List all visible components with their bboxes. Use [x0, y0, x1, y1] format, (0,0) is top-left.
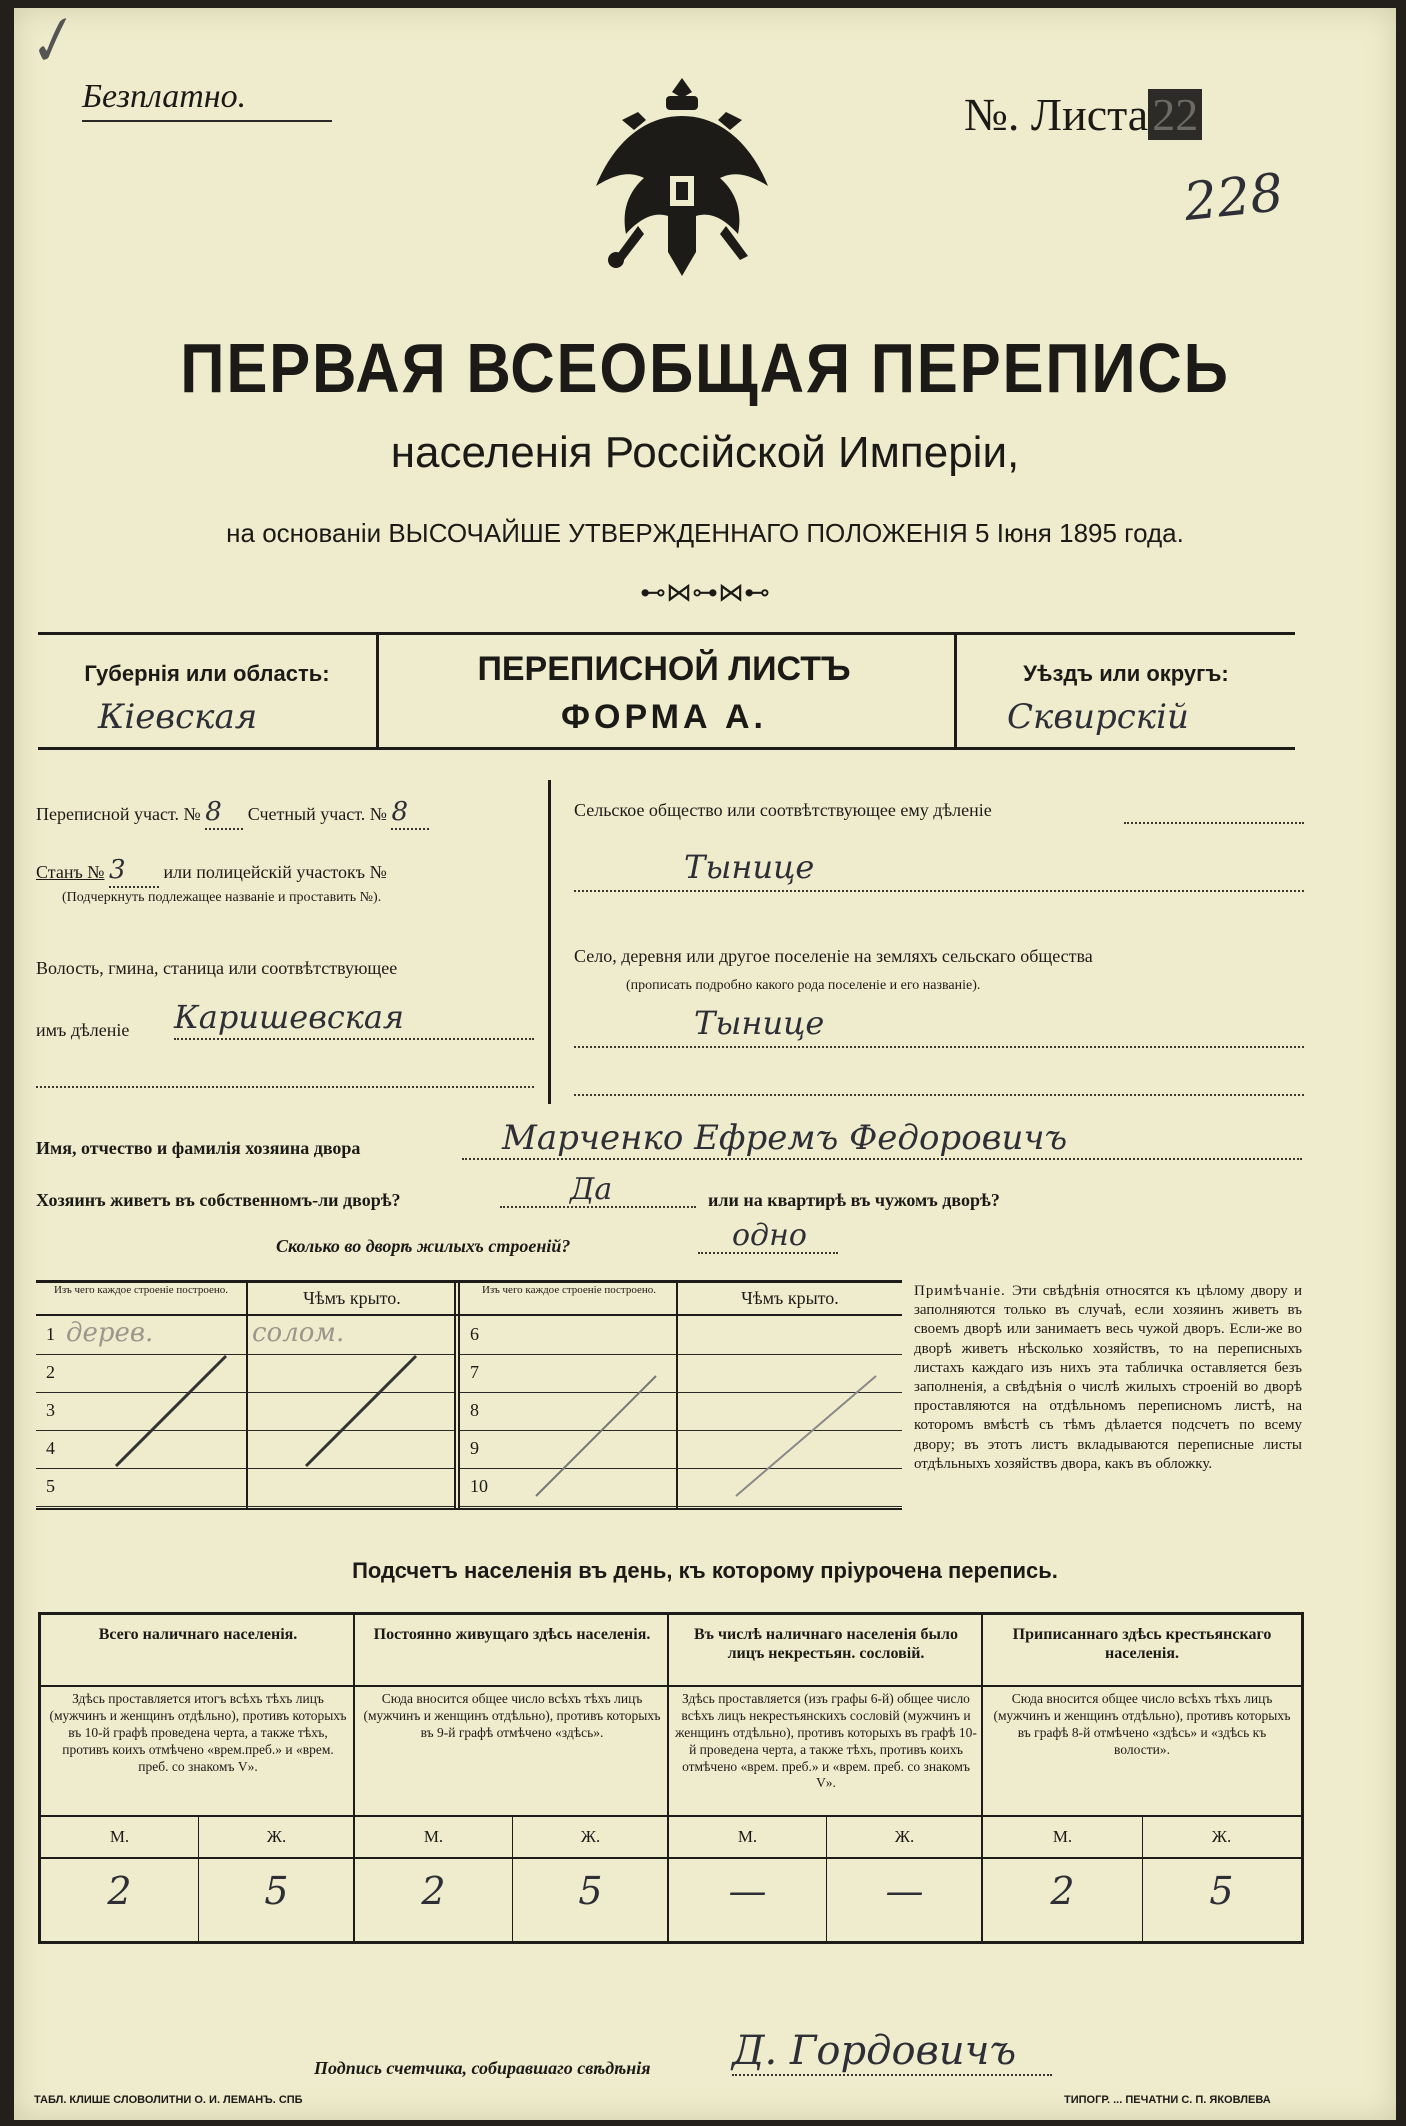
- building-row-number: 1: [46, 1324, 55, 1344]
- table-bottom-rule: [36, 1508, 902, 1510]
- male-label: М.: [737, 1827, 758, 1846]
- census-form-page: [13, 1, 1396, 2120]
- stan-note: (Подчеркнуть подлежащее названіе и проставить №).: [62, 890, 382, 905]
- title-rule: [355, 1685, 669, 1687]
- owner-name-label: Имя, отчество и фамилія хозяина двора: [36, 1138, 361, 1158]
- district-label: Уѣздъ или округъ:: [1023, 661, 1229, 686]
- population-column: [669, 1615, 983, 1941]
- volost-value: Каришевская: [174, 998, 534, 1040]
- population-col-title: Въ числѣ наличнаго населенія было лицъ некрестьян. сословій.: [693, 1626, 959, 1663]
- society-value: Тынице: [574, 848, 1304, 892]
- female-count: 5: [578, 1869, 603, 1913]
- note-label: Примѣчаніе.: [914, 1283, 1006, 1299]
- signature-value: Д. Гордовичъ: [732, 2028, 1052, 2076]
- male-count: —: [728, 1869, 767, 1913]
- building-row-number: 7: [470, 1362, 479, 1382]
- building-row-number: 8: [470, 1400, 479, 1420]
- own-yard-value: Да: [500, 1172, 696, 1208]
- stan-value: 3: [109, 856, 159, 888]
- material-header-right: Изъ чего каждое строеніе построено.: [481, 1284, 657, 1296]
- population-column: [983, 1615, 1301, 1941]
- buildings-label: Сколько во дворѣ жилыхъ строеній?: [276, 1236, 571, 1256]
- roof-header-left: Чѣмъ крыто.: [303, 1288, 401, 1308]
- volost-label-2: имъ дѣленіе: [36, 1020, 130, 1040]
- title-rule: [983, 1685, 1301, 1687]
- female-count: —: [885, 1869, 924, 1913]
- roof-header-right: Чѣмъ крыто.: [741, 1288, 839, 1308]
- handwritten-sheet-number: 228: [1181, 162, 1287, 234]
- rent-label: или на квартирѣ въ чужомъ дворѣ?: [708, 1190, 1000, 1210]
- female-label: Ж.: [266, 1827, 287, 1846]
- row1-roof: солом.: [252, 1318, 345, 1348]
- table-top-rule: [36, 1280, 902, 1283]
- population-col-title: Постоянно живущаго здѣсь населенія.: [373, 1626, 651, 1643]
- volost-extra-line: [36, 1084, 534, 1088]
- buildings-value: одно: [698, 1218, 838, 1254]
- building-row-number: 10: [470, 1476, 488, 1496]
- count-area-value: 8: [391, 798, 429, 830]
- title-rule: [41, 1685, 355, 1687]
- female-label: Ж.: [894, 1827, 915, 1846]
- province-value: Кіевская: [98, 697, 258, 737]
- male-count: 2: [421, 1869, 446, 1913]
- signature-label: Подпись счетчика, собиравшаго свѣдѣнія: [314, 2058, 651, 2078]
- female-count: 5: [264, 1869, 289, 1913]
- free-underline: [82, 120, 332, 122]
- village-note: (прописать подробно какого рода поселеніе и его названіе).: [626, 978, 981, 993]
- crossed-out-marks: [36, 1316, 902, 1508]
- basis-line: на основаніи ВЫСОЧАЙШЕ УТВЕРЖДЕННАГО ПОЛОЖЕНІЯ 5 Іюня 1895 года.: [226, 518, 1184, 548]
- province-box: [38, 632, 379, 750]
- building-row-number: 2: [46, 1362, 55, 1382]
- district-box: [954, 632, 1295, 750]
- main-title: ПЕРВАЯ ВСЕОБЩАЯ ПЕРЕПИСЬ: [180, 329, 1230, 407]
- female-count: 5: [1209, 1869, 1234, 1913]
- sheet-number-value: 22: [1148, 89, 1202, 140]
- stan-label: Станъ №: [36, 862, 105, 882]
- population-col-desc: Сюда вносится общее число всѣхъ тѣхъ лицъ (мужчинъ и женщинъ отдѣльно), противъ которыхъ въ 9-й графѣ отмѣчено «здѣсь».: [363, 1691, 661, 1740]
- police-label: или полицейскій участокъ №: [163, 862, 387, 882]
- building-row-number: 9: [470, 1438, 479, 1458]
- ornament-divider: ⊷⋈⊶⋈⊷: [640, 578, 770, 607]
- society-label: Сельское общество или соотвѣтствующее ему дѣленіе: [574, 800, 992, 820]
- male-label: М.: [109, 1827, 130, 1846]
- building-row-number: 6: [470, 1324, 479, 1344]
- buildings-table: [36, 1280, 902, 1510]
- subtitle: населенія Россійской Имперіи,: [390, 428, 1020, 477]
- own-yard-label: Хозяинъ живетъ въ собственномъ-ли дворѣ?: [36, 1190, 401, 1210]
- material-header-left: Изъ чего каждое строеніе построено.: [53, 1284, 229, 1296]
- owner-name-value: Марченко Ефремъ Федоровичъ: [462, 1118, 1302, 1160]
- female-label: Ж.: [1211, 1827, 1232, 1846]
- population-column: [355, 1615, 669, 1941]
- bleed-through: [54, 208, 1354, 318]
- footer-right: ТИПОГР. ... ПЕЧАТНИ С. П. ЯКОВЛЕВА: [1064, 2094, 1271, 2106]
- village-label: Село, деревня или другое поселеніе на земляхъ сельскаго общества: [574, 946, 1093, 966]
- census-area-label: Переписной участ. №: [36, 804, 201, 824]
- village-extra-line: [574, 1092, 1304, 1096]
- footer-left: ТАБЛ. КЛИШЕ СЛОВОЛИТНИ О. И. ЛЕМАНЪ. СПБ: [34, 2094, 303, 2106]
- form-title: ПЕРЕПИСНОЙ ЛИСТЪ: [477, 650, 851, 688]
- building-row-number: 5: [46, 1476, 55, 1496]
- male-label: М.: [423, 1827, 444, 1846]
- society-line: [1124, 820, 1304, 824]
- row1-material: дерев.: [66, 1318, 154, 1348]
- corner-scribble: ✓: [13, 1, 85, 85]
- male-count: 2: [107, 1869, 132, 1913]
- field-divider: [548, 780, 551, 1104]
- male-count: 2: [1050, 1869, 1075, 1913]
- population-table: [38, 1612, 1304, 1944]
- census-area-value: 8: [205, 798, 243, 830]
- population-col-desc: Сюда вносится общее число всѣхъ тѣхъ лицъ (мужчинъ и женщинъ отдѣльно), противъ которыхъ въ графѣ 8-й отмѣчено «здѣсь» и «здѣсь къ волости».: [993, 1691, 1291, 1757]
- population-col-desc: Здѣсь проставляется (изъ графы 6-й) общее число всѣхъ лицъ некрестьянскихъ сословій (мужчинъ и женщинъ отдѣльно), противъ которыхъ въ графѣ 10-й проведена черта, а также тѣхъ, противъ коихъ отмѣчено «врем. преб.» и «врем. преб. со знакомъ V».: [675, 1691, 977, 1791]
- volost-label-1: Волость, гмина, станица или соотвѣтствующее: [36, 958, 398, 978]
- population-column: [41, 1615, 355, 1941]
- building-row-number: 4: [46, 1438, 55, 1458]
- building-row-number: 3: [46, 1400, 55, 1420]
- village-value: Тынице: [574, 1004, 1304, 1048]
- population-heading: Подсчетъ населенія въ день, къ которому пріурочена перепись.: [352, 1558, 1058, 1583]
- female-label: Ж.: [580, 1827, 601, 1846]
- population-col-title: Всего наличнаго населенія.: [98, 1626, 298, 1643]
- form-subtitle: ФОРМА А.: [560, 698, 768, 736]
- sheet-number-label: №. Листа: [964, 89, 1149, 140]
- free-label: Безплатно.: [82, 78, 247, 115]
- population-col-title: Приписаннаго здѣсь крестьянскаго населенія.: [1012, 1626, 1272, 1663]
- title-rule: [669, 1685, 983, 1687]
- population-col-desc: Здѣсь проставляется итогъ всѣхъ тѣхъ лицъ (мужчинъ и женщинъ отдѣльно), противъ которыхъ въ 10-й графѣ проведена черта, а также тѣхъ, противъ коихъ отмѣчено «врем.преб.» и «врем. преб. со знакомъ V».: [49, 1691, 347, 1774]
- note-text: Эти свѣдѣнія относятся къ цѣлому двору и заполняются только въ случаѣ, если хозяинъ живетъ въ своемъ дворѣ или занимаетъ весь чужой дворъ. Если-же во дворѣ живетъ нѣсколько хозяйствъ, то на переписныхъ листахъ каждаго изъ нихъ эта табличка оставляется безъ заполненія, а свѣдѣнія о числѣ жилыхъ строеній во дворѣ проставляются на отдѣльномъ переписномъ листѣ, на которомъ вмѣстѣ съ тѣмъ дѣлается подсчетъ по всему двору; въ этотъ листъ вкладываются переписные листы отдѣльныхъ хозяйствъ двора, какъ въ обложку.: [914, 1283, 1303, 1472]
- count-area-label: Счетный участ. №: [247, 804, 387, 824]
- male-label: М.: [1052, 1827, 1073, 1846]
- province-label: Губернія или область:: [84, 661, 330, 686]
- district-value: Сквирскій: [1007, 697, 1189, 737]
